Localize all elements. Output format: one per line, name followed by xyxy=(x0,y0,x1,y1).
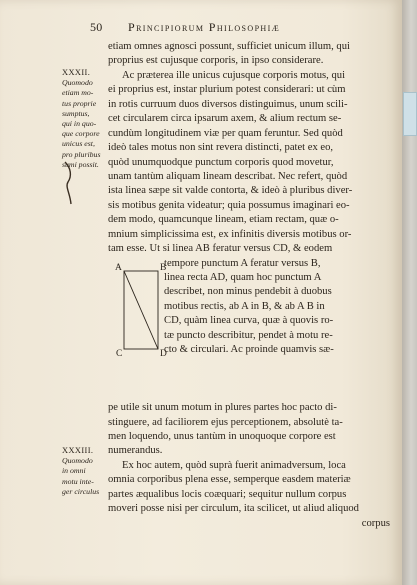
text-line: Ex hoc autem, quòd suprà fuerit animadversum, loca xyxy=(122,459,346,471)
figure-row xyxy=(108,257,392,402)
text-line: CD, quàm linea curva, quæ à quovis ro- xyxy=(164,315,334,327)
catchword: corpus xyxy=(361,517,390,529)
text-line: cet circularem circa ipsarum axem, & alium rectum se- xyxy=(108,113,342,125)
text-line: numerandus. xyxy=(108,445,163,457)
margin-note-line: ger circulus xyxy=(62,486,100,496)
margin-note-line: qui in quo- xyxy=(62,119,97,129)
page-number: 50 xyxy=(90,20,103,34)
figure-label-c: C xyxy=(116,348,123,359)
margin-note-line: motu inte- xyxy=(62,476,94,486)
text-line: mnium simplicissima est, ex infinitis diversis motibus or- xyxy=(108,228,352,240)
main-text xyxy=(108,40,392,531)
page-edge xyxy=(402,0,417,585)
margin-note-line: Quomodo xyxy=(62,456,93,466)
figure-label-b: B xyxy=(160,262,167,273)
text-line: describet, non minus pendebit à duobus xyxy=(164,286,332,298)
margin-note-33 xyxy=(62,446,110,497)
text-line: motibus rectis, ab A in B, & ab A B in xyxy=(164,300,325,312)
text-line: tæ puncto describitur, pendet à motu re- xyxy=(164,329,333,341)
text-line: ideò tales motus non sint revera distincti, patet ex eo, xyxy=(108,142,334,154)
margin-note-line: etiam mo- xyxy=(62,88,94,98)
text-line: ista linea sæpe sit valde contorta, & ideò à pluribus diver- xyxy=(108,185,353,197)
margin-note-number: XXXII. xyxy=(62,68,91,77)
text-line: tempore punctum A feratur versus B, xyxy=(164,257,321,269)
figure-ab-cd xyxy=(108,257,168,367)
text-line: in rotis curruum duos diversos distinguimus, unum scili- xyxy=(108,98,348,110)
margin-note-number: XXXIII. xyxy=(62,446,94,455)
text-line: stinguere, ad faciliorem ejus perceptionem, absolutè ta- xyxy=(108,416,343,428)
text-line: omnia corporibus plena esse, semperque easdem materiæ xyxy=(108,474,351,486)
margin-note-32 xyxy=(62,68,110,170)
handwritten-bracket-mark xyxy=(62,160,76,206)
text-line: partes æqualibus locis coæquari; sequitur nullum corpus xyxy=(108,488,347,500)
text-line: ei proprius est, instar plurium potest considerari: ut cùm xyxy=(108,84,346,96)
margin-note-line: que corpore xyxy=(62,129,100,139)
bookmark-tab xyxy=(403,92,417,136)
margin-note-line: Quomodo xyxy=(62,78,93,88)
text-line: unam tantùm aliquam lineam describat. Nec refert, quòd xyxy=(108,170,348,182)
text-line: sis motibus genita videatur; quia possumus imaginari eo- xyxy=(108,199,350,211)
running-header xyxy=(90,20,390,34)
margin-note-line: sumptus, xyxy=(62,108,90,118)
text-line: cundùm longitudinem viæ per quam feruntur. Sed quòd xyxy=(108,127,343,139)
text-line: dem modo, quamcunque lineam, etiam rectam, quæ o- xyxy=(108,214,339,226)
text-line: moveri posse nisi per circulum, ita scilicet, ut aliud aliquod xyxy=(108,503,359,515)
margin-note-line: in omni xyxy=(62,466,86,476)
text-line: Ac præterea ille unicus cujusque corporis motus, qui xyxy=(122,69,346,81)
figure-label-d: D xyxy=(160,348,167,359)
text-line: linea recta AD, quam hoc punctum A xyxy=(164,272,322,283)
text-line: tam esse. Ut si linea AB feratur versus CD, & eodem xyxy=(108,243,333,255)
text-line: quòd unumquodque punctum corporis quod movetur, xyxy=(108,156,334,168)
margin-note-line: pro pluribus xyxy=(62,149,101,159)
margin-note-line: unicus est, xyxy=(62,139,95,149)
text-line: etiam omnes agnosci possunt, sufficiet unicum illum, qui xyxy=(108,41,350,52)
text-line: men loquendo, unus tantùm in unoquoque corpore est xyxy=(108,430,336,442)
margin-note-line: sumi possit. xyxy=(62,159,99,169)
margin-note-line: tus proprie xyxy=(62,98,97,108)
text-line: pe utile sit unum motum in plures partes hoc pacto di- xyxy=(108,402,337,414)
running-title: Principiorum Philosophiæ xyxy=(128,20,281,34)
figure-label-a: A xyxy=(115,262,122,273)
figure-side-text xyxy=(164,257,394,358)
text-line: proprius est cujusque corporis, in ipso considerare. xyxy=(108,55,324,67)
text-line: cto & circulari. Ac proinde quamvis sæ- xyxy=(164,344,334,356)
